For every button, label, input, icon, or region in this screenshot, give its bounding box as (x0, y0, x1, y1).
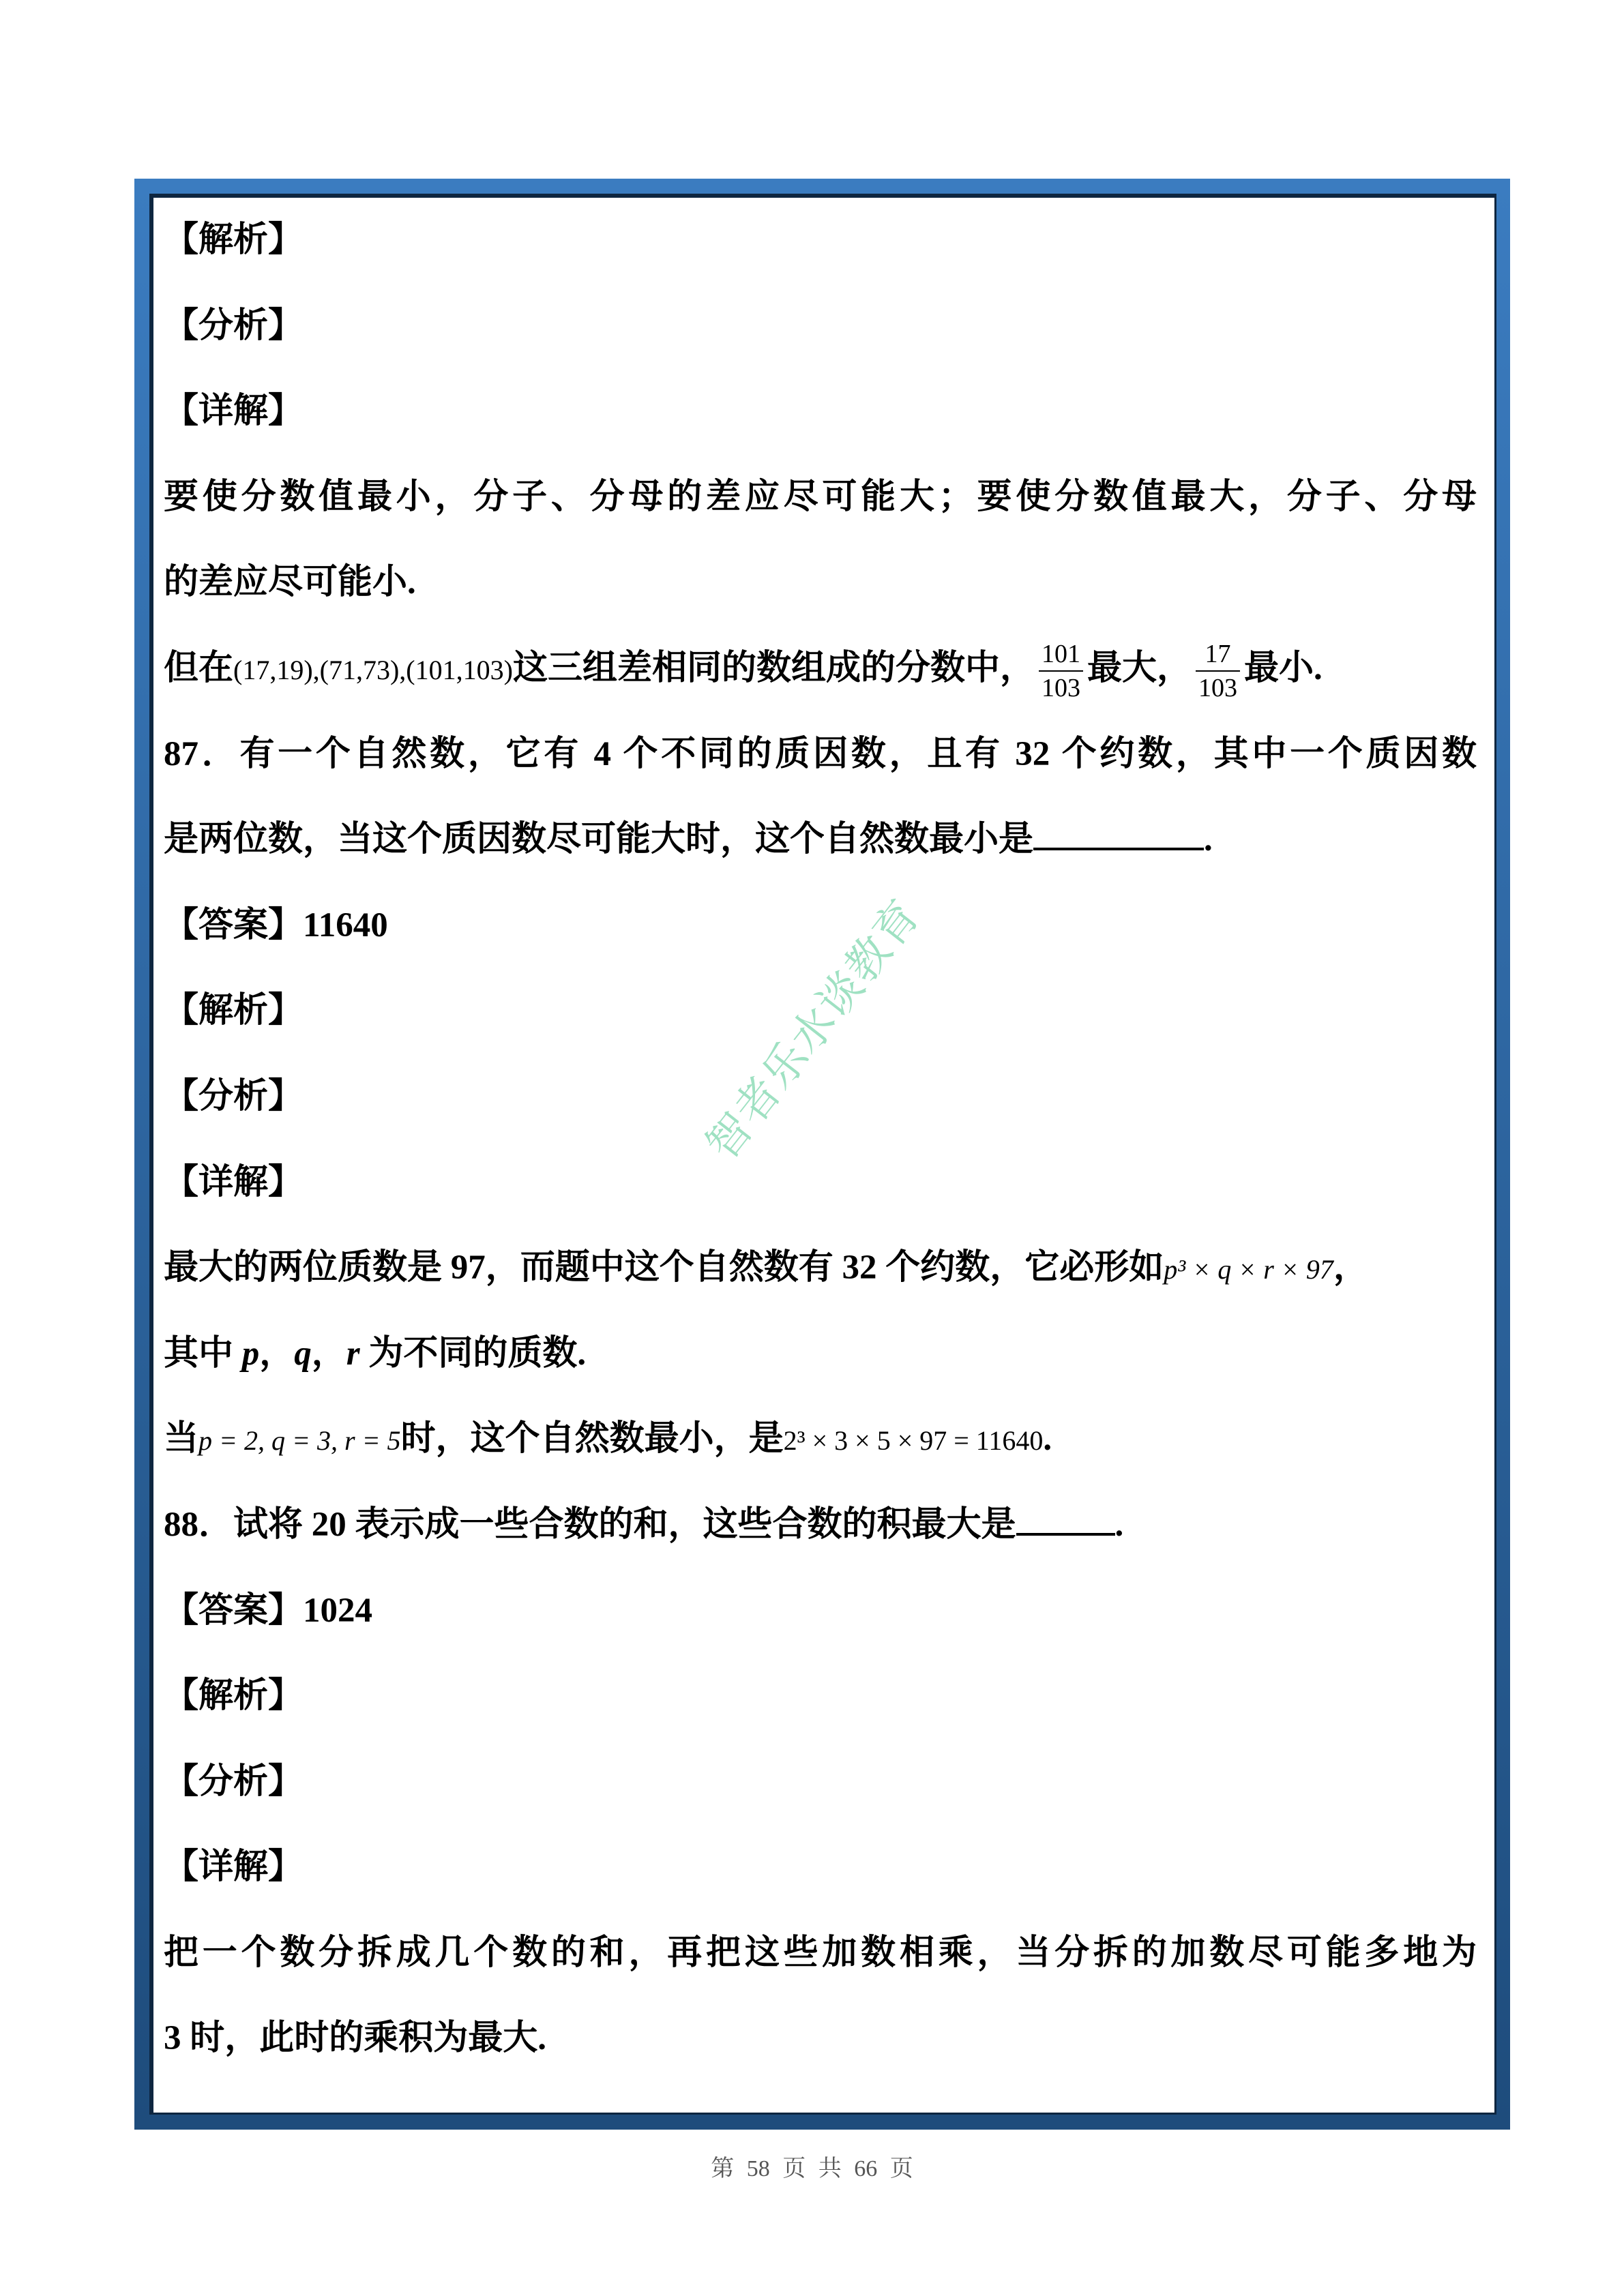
section-heading-details: 【详解】 (164, 1848, 304, 1887)
answer-value: 11640 (303, 906, 388, 944)
paragraph-line: 要使分数值最小，分子、分母的差应尽可能大；要使分数值最大，分子、分母 (164, 477, 1477, 516)
answer-88 (164, 1568, 1477, 1654)
answer-blank (1016, 1506, 1115, 1536)
section-heading-breakdown: 【分析】 (164, 1762, 304, 1801)
text: 时，这个自然数最小，是 (400, 1420, 784, 1459)
text: . (1204, 820, 1213, 859)
section-heading-analysis: 【解析】 (164, 1677, 304, 1716)
text: 88．试将 20 表示成一些合数的和，这些合数的积最大是 (164, 1505, 1016, 1544)
paragraph-line: 3 时，此时的乘积为最大. (164, 2019, 547, 2058)
question-88 (164, 1482, 1477, 1568)
answer-87 (164, 883, 1477, 969)
paragraph-line (164, 1225, 1477, 1311)
answer-value: 1024 (303, 1591, 373, 1630)
text: 其中 (164, 1334, 234, 1373)
numerator: 17 (1196, 638, 1240, 672)
text: . (1114, 1505, 1124, 1544)
text: 是两位数，当这个质因数尽可能大时，这个自然数最小是 (164, 820, 1034, 859)
paragraph-line: 把一个数分拆成几个数的和，再把这些加数相乘，当分拆的加数尽可能多地为 (164, 1933, 1477, 1972)
answer-blank (1033, 820, 1204, 850)
question-87-cont (164, 797, 1477, 883)
fraction-17-103 (1196, 638, 1240, 704)
watermark: 智者乐水谈教育 (696, 890, 931, 1169)
section-heading-details: 【详解】 (164, 1163, 304, 1202)
paragraph-line: 的差应尽可能小. (164, 563, 416, 602)
text: ， (259, 1334, 295, 1373)
text: ， (311, 1334, 346, 1373)
text: 但在 (164, 648, 234, 687)
var-q: q (294, 1334, 312, 1373)
math-pairs: (17,19),(71,73),(101,103) (233, 654, 513, 685)
text: 当 (164, 1420, 199, 1459)
answer-label: 【答案】 (164, 906, 304, 944)
math-expression: p³ × q × r × 97 (1164, 1254, 1333, 1285)
section-heading-analysis: 【解析】 (164, 221, 304, 259)
text: 最大的两位质数是 97，而题中这个自然数有 32 个约数，它必形如 (164, 1249, 1164, 1287)
section-heading-details: 【详解】 (164, 392, 304, 431)
var-r: r (346, 1334, 360, 1373)
paragraph-line (164, 1311, 1477, 1397)
math-expression: 2³ × 3 × 5 × 97 = 11640 (783, 1425, 1044, 1457)
text: 这三组差相同的数组成的分数中， (512, 648, 1035, 687)
section-heading-analysis: 【解析】 (164, 992, 304, 1030)
answer-label: 【答案】 (164, 1591, 304, 1630)
denominator: 103 (1198, 674, 1237, 703)
denominator: 103 (1041, 674, 1080, 703)
text: . (1043, 1420, 1052, 1459)
paragraph-line-fractions (164, 626, 1477, 712)
text: ， (1333, 1249, 1368, 1287)
section-heading-breakdown: 【分析】 (164, 1077, 304, 1116)
document-content (164, 198, 1477, 2082)
text: 最小. (1243, 648, 1323, 687)
numerator: 101 (1039, 638, 1083, 672)
text: 为不同的质数. (368, 1334, 587, 1373)
math-expression: p = 2, q = 3, r = 5 (198, 1425, 401, 1457)
section-heading-breakdown: 【分析】 (164, 306, 304, 345)
var-p: p (241, 1334, 260, 1373)
question-87: 87．有一个自然数，它有 4 个不同的质因数，且有 32 个约数，其中一个质因数 (164, 734, 1477, 773)
page-number-footer: 第 58 页 共 66 页 (711, 2156, 913, 2181)
text: 最大， (1087, 648, 1192, 687)
fraction-101-103 (1039, 638, 1083, 704)
paragraph-line (164, 1397, 1477, 1482)
